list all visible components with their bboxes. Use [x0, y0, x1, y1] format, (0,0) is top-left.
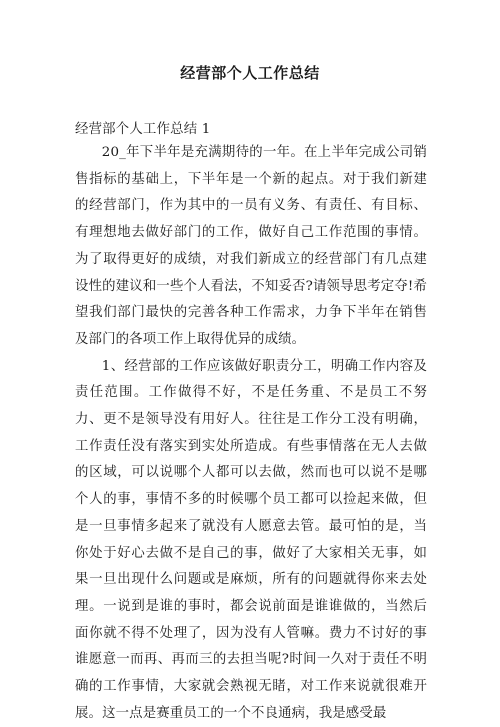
paragraph-intro: 20_年下半年是充满期待的一年。在上半年完成公司销售指标的基础上，下半年是一个新的起点。对于我们新建的经营部门，作为其中的一员有义务、有责任、有目标、有理想地去做好部门的工作，做好自己工作范围的事情。为了取得更好的成绩，对我们新成立的经营部门有几点建设性的建议和一些个人看法，不知妥否?请领导思考定夺!希望我们部门最快的完善各种工作需求，力争下半年在销售及部门的各项工作上取得优异的成绩。 — [75, 145, 427, 347]
paragraph-point-1: 1、经营部的工作应该做好职责分工，明确工作内容及责任范围。工作做得不好，不是任务重、不是员工不努力、更不是领导没有用好人。往往是工作分工没有明确，工作责任没有落实到实处所造成。有些事情落在无人去做的区域，可以说哪个人都可以去做，然而也可以说不是哪个人的事，事情不多的时候哪个员工都可以捡起来做，但是一旦事情多起来了就没有人愿意去管。最可怕的是，当你处于好心去做不是自己的事，做好了大家相关无事，如果一旦出现什么问题或是麻烦，所有的问题就得你来去处理。一说到是谁的事时，都会说前面是谁谁做的，当然后面你就不得不处理了，因为没有人管嘛。费力不讨好的事谁愿意一而再、再而三的去担当呢?时间一久对于责任不明确的工作事情，大家就会熟视无睹，对工作来说就很难开展。这一点是赛重员工的一个不良通病，我是感受最 — [75, 358, 427, 721]
document-title: 经营部个人工作总结 — [180, 64, 320, 82]
section-subtitle: 经营部个人工作总结 1 — [75, 122, 211, 137]
document-body — [75, 140, 427, 727]
